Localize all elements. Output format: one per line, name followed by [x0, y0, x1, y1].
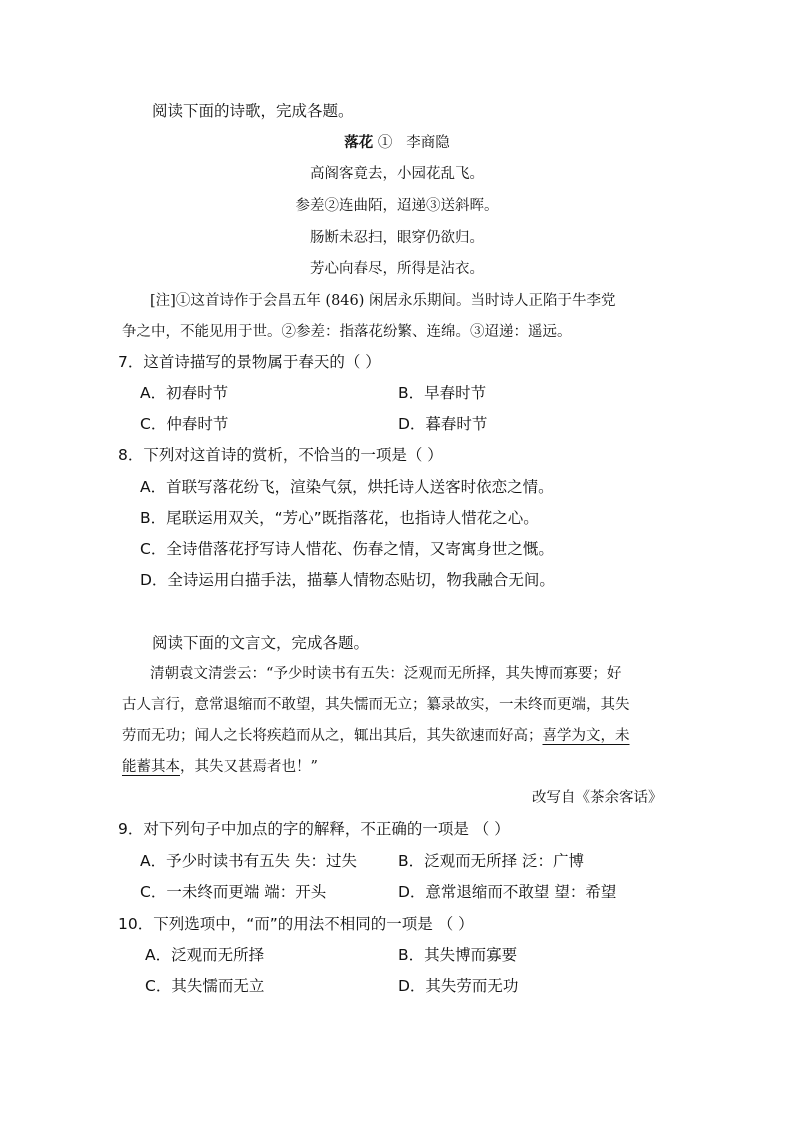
poem-author: 李商隐	[406, 135, 450, 151]
prose-underlined-text: 能蓄其本	[122, 759, 180, 775]
prose-instruction: 阅读下面的文言文，完成各题。	[152, 634, 370, 652]
question-7-option-c: C．仲春时节	[140, 415, 229, 433]
question-10-option-b: B．其失博而寡要	[398, 946, 518, 964]
poem-note-continued: 争之中，不能见用于世。②参差：指落花纷繁、连绵。③迢递：遥远。	[122, 324, 572, 340]
prose-underlined-text: 喜学为文，未	[542, 728, 630, 744]
poem-line: 参差②连曲陌，迢递③送斜晖。	[295, 198, 499, 214]
question-8-option-a: A．首联写落花纷飞，渲染气氛，烘托诗人送客时依恋之情。	[140, 478, 554, 496]
poem-title: 落花	[344, 134, 374, 151]
prose-source: 改写自《茶余客话》	[532, 790, 663, 806]
poem-instruction: 阅读下面的诗歌，完成各题。	[152, 102, 354, 120]
poem-note: [注]①这首诗作于会昌五年 (846) 闲居永乐期间。当时诗人正陷于牛李党	[150, 293, 616, 309]
question-10-option-d: D．其失劳而无功	[398, 977, 519, 995]
question-10-option-c: C．其失懦而无立	[145, 977, 265, 995]
question-8-option-c: C．全诗借落花抒写诗人惜花、伤春之情，又寄寓身世之慨。	[140, 540, 554, 558]
question-7-option-d: D．暮春时节	[398, 415, 488, 433]
prose-text: 劳而无功；闻人之长将疾趋而从之，辄出其后，其失欲速而好高；	[122, 728, 543, 744]
prose-text: ，其失又甚焉者也！”	[180, 759, 318, 775]
poem-line: 高阁客竟去，小园花乱飞。	[310, 166, 484, 182]
question-8-option-b: B．尾联运用双关，“芳心”既指落花，也指诗人惜花之心。	[140, 509, 539, 527]
question-9-stem: 9．对下列句子中加点的字的解释，不正确的一项是 （ ）	[118, 820, 510, 838]
question-9-option-a: A．予少时读书有五失 失：过失	[140, 852, 358, 870]
question-10-stem: 10．下列选项中，“而”的用法不相同的一项是 （ ）	[118, 915, 474, 933]
question-9-option-d: D．意常退缩而不敢望 望：希望	[398, 883, 617, 901]
prose-line	[122, 757, 318, 777]
question-8-stem: 8．下列对这首诗的赏析，不恰当的一项是（ ）	[118, 446, 443, 464]
question-7-stem: 7．这首诗描写的景物属于春天的（ ）	[118, 353, 381, 371]
question-10-option-a: A．泛观而无所择	[145, 946, 265, 964]
question-8-option-d: D．全诗运用白描手法，描摹人情物态贴切，物我融合无间。	[140, 571, 555, 589]
question-7-option-b: B．早春时节	[398, 384, 487, 402]
poem-line: 芳心向春尽，所得是沾衣。	[310, 261, 484, 277]
question-9-option-b: B．泛观而无所择 泛：广博	[398, 852, 585, 870]
poem-header	[0, 133, 794, 153]
prose-line: 古人言行，意常退缩而不敢望，其失懦而无立；纂录故实，一未终而更端，其失	[122, 697, 630, 713]
prose-line	[122, 726, 630, 746]
question-9-option-c: C．一未终而更端 端：开头	[140, 883, 327, 901]
poem-line: 肠断未忍扫，眼穿仍欲归。	[310, 230, 484, 246]
prose-line: 清朝袁文清尝云：“予少时读书有五失：泛观而无所择，其失博而寡要；好	[150, 666, 622, 682]
poem-note-mark: ①	[377, 135, 393, 151]
question-7-option-a: A．初春时节	[140, 384, 229, 402]
